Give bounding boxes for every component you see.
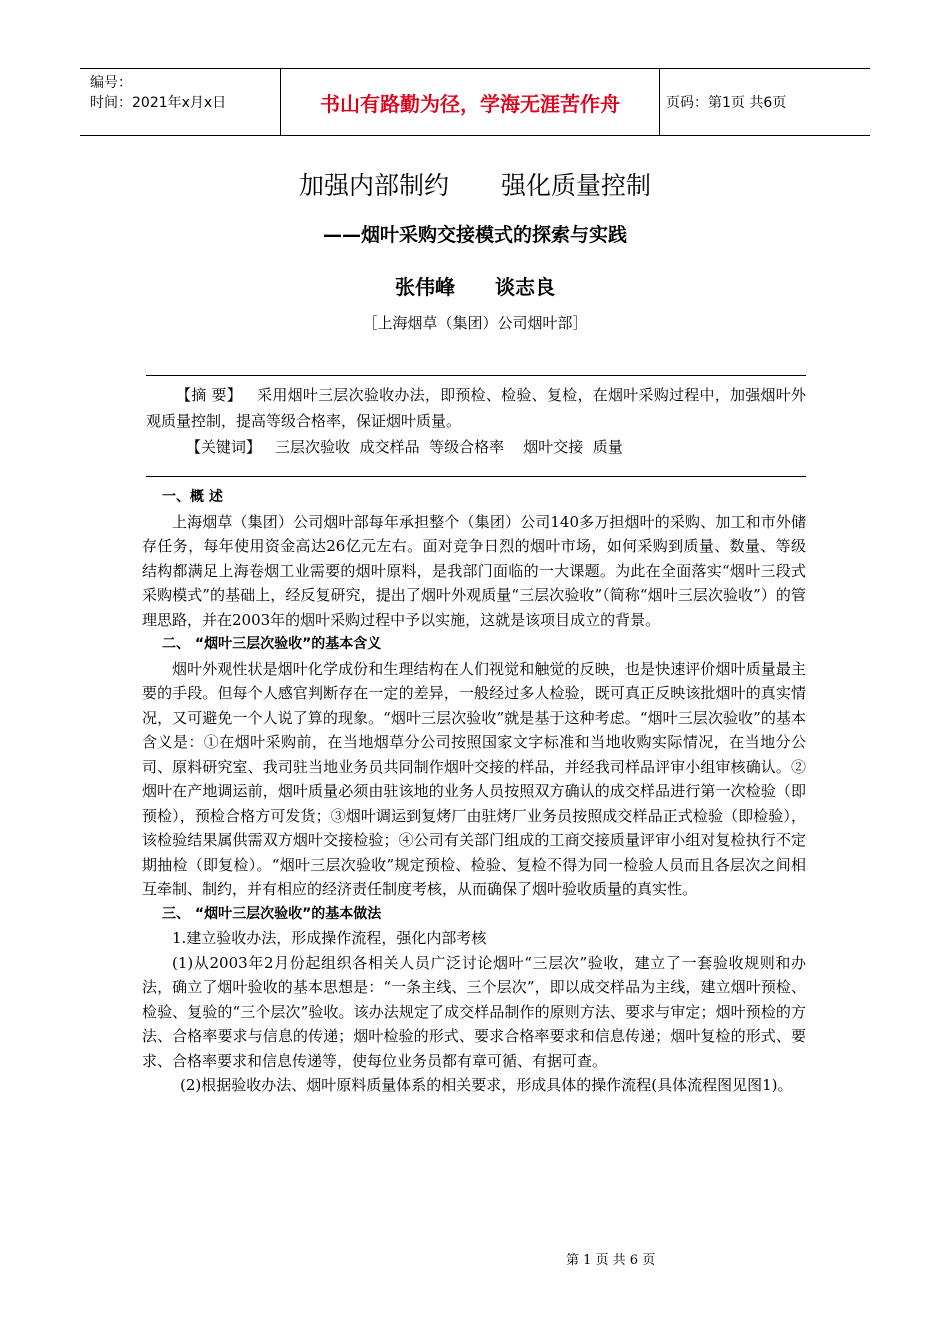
affiliation: ［上海烟草（集团）公司烟叶部］ xyxy=(362,314,588,332)
abstract-text: 采用烟叶三层次验收办法，即预检、检验、复检，在烟叶采购过程中，加强烟叶外观质量控制，提高等级合格率，保证烟叶质量。 xyxy=(146,386,806,430)
number-label: 编号： xyxy=(90,75,132,91)
header-page-info: 页码：第1页 共6页 xyxy=(666,95,787,111)
paragraph: 上海烟草（集团）公司烟叶部每年承担整个（集团）公司140多万担烟叶的采购、加工和市外储存任务，每年使用资金高达26亿元左右。面对竞争日烈的烟叶市场，如何采购到质量、数量、等级结构都满足上海卷烟工业需要的烟叶原料，是我部门面临的一大课题。为此在全面落实“烟叶三段式采购模式”的基础上，经反复研究，提出了烟叶外观质量“三层次验收”（简称“烟叶三层次验收”）的管理思路，并在2003年的烟叶采购过程中予以实施，这就是该项目成立的背景。 xyxy=(142,512,806,629)
time-label: 时间：2021年x月x日 xyxy=(90,95,227,111)
section-heading: 一、概 述 xyxy=(162,489,223,505)
page-footer: 第 1 页 共 6 页 xyxy=(566,1253,656,1268)
title-part1: 加强内部制约 xyxy=(298,171,449,200)
abstract-bottom-rule xyxy=(146,476,806,477)
keyword: 成交样品 xyxy=(359,438,420,456)
author-2: 谈志良 xyxy=(495,275,555,299)
keyword: 烟叶交接 xyxy=(523,438,584,456)
keywords-label: 【关键词】 xyxy=(186,438,262,456)
keyword: 三层次验收 xyxy=(275,438,351,456)
section-heading: 二、 “烟叶三层次验收”的基本含义 xyxy=(162,636,382,652)
keywords-line xyxy=(146,434,806,460)
keyword: 质量 xyxy=(592,438,623,456)
keyword: 等级合格率 xyxy=(429,438,505,456)
header-meta xyxy=(90,73,280,113)
document-subtitle: ——烟叶采购交接模式的探索与实践 xyxy=(322,224,627,246)
section-heading: 三、 “烟叶三层次验收”的基本做法 xyxy=(162,905,382,922)
header-motto: 书山有路勤为径，学海无涯苦作舟 xyxy=(280,69,660,135)
abstract-top-rule xyxy=(146,375,806,376)
author-1: 张伟峰 xyxy=(395,275,455,299)
page-header xyxy=(80,68,870,136)
subsection-heading: 1.建立验收办法，形成操作流程，强化内部考核 xyxy=(172,929,487,947)
paragraph: (1)从2003年2月份起组织各相关人员广泛讨论烟叶“三层次”验收，建立了一套验收规则和办法，确立了烟叶验收的基本思想是：“一条主线、三个层次”，即以成交样品为主线，建立烟叶预检、检验、复验的“三个层次”验收。该办法规定了成交样品制作的原则方法、要求与审定；烟叶预检的方法、合格率要求与信息的传递；烟叶检验的形式、要求合格率要求和信息传递；烟叶复检的形式、要求、合格率要求和信息传递等，使每位业务员都有章可循、有据可查。 xyxy=(142,953,806,1070)
paragraph: (2)根据验收办法、烟叶原料质量体系的相关要求，形成具体的操作流程(具体流程图见图1)。 xyxy=(180,1076,793,1094)
abstract-block xyxy=(146,382,806,460)
document-title xyxy=(0,166,950,202)
abstract-paragraph xyxy=(146,382,806,434)
abstract-label: 【摘 要】 xyxy=(176,386,243,404)
paragraph: 烟叶外观性状是烟叶化学成份和生理结构在人们视觉和触觉的反映，也是快速评价烟叶质量最主要的手段。但每个人感官判断存在一定的差异，一般经过多人检验，既可真正反映该批烟叶的真实情况，又可避免一个人说了算的现象。“烟叶三层次验收”就是基于这种考虑。“烟叶三层次验收”的基本含义是：①在烟叶采购前，在当地烟草分公司按照国家文字标准和当地收购实际情况，在当地分公司、原料研究室、我司驻当地业务员共同制作烟叶交接的样品，并经我司样品评审小组审核确认。②烟叶在产地调运前，烟叶质量必须由驻该地的业务人员按照双方确认的成交样品进行第一次检验（即预检），预检合格方可发货；③烟叶调运到复烤厂由驻烤厂业务员按照成交样品正式检验（即检验），该检验结果属供需双方烟叶交接检验；④公司有关部门组成的工商交接质量评审小组对复检执行不定期抽检（即复检）。“烟叶三层次验收”规定预检、检验、复检不得为同一检验人员而且各层次之间相互牵制、制约，并有相应的经济责任制度考核，从而确保了烟叶验收质量的真实性。 xyxy=(142,659,806,898)
document-body xyxy=(142,485,806,1098)
title-part2: 强化质量控制 xyxy=(501,171,652,200)
authors xyxy=(0,271,950,300)
